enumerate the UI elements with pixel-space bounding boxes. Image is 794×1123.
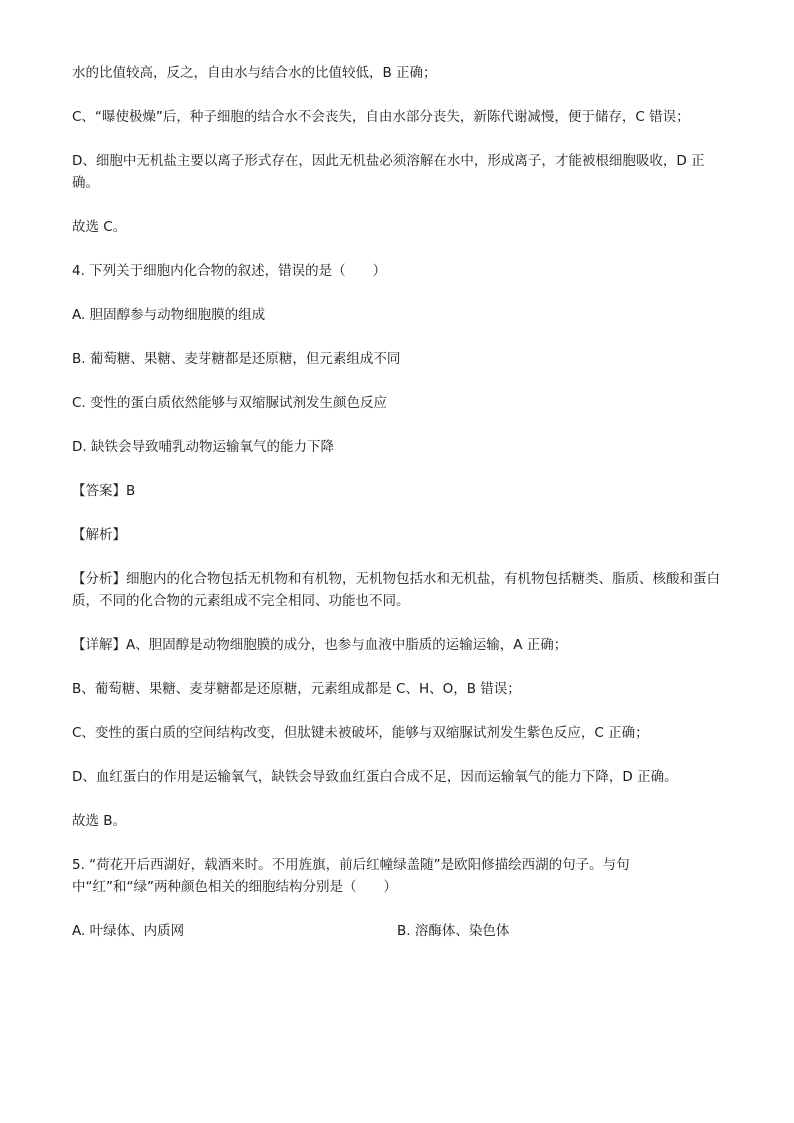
paragraph-d-correct: D、细胞中无机盐主要以离子形式存在，因此无机盐必须溶解在水中，形成离子，才能被根细胞吸收，D 正确。 — [72, 153, 705, 191]
question-5-option-b: B. 溶酶体、染色体 — [397, 923, 510, 939]
analysis-label: 【解析】 — [72, 527, 126, 543]
detail-a: 【详解】A、胆固醇是动物细胞膜的成分，也参与血液中脂质的运输运输，A 正确； — [72, 637, 568, 653]
question-4-option-a: A. 胆固醇参与动物细胞膜的组成 — [72, 307, 266, 323]
detail-b: B、葡萄糖、果糖、麦芽糖都是还原糖，元素组成都是 C、H、O，B 错误； — [72, 681, 521, 697]
question-4-option-c: C. 变性的蛋白质依然能够与双缩脲试剂发生颜色反应 — [72, 395, 388, 411]
question-5-options — [72, 920, 722, 942]
document-page — [72, 62, 722, 942]
detail-d: D、血红蛋白的作用是运输氧气，缺铁会导致血红蛋白合成不足，因而运输氧气的能力下降，D 正确。 — [72, 769, 678, 785]
answer-choice-c: 故选 C。 — [72, 219, 127, 235]
question-5-stem: 5. “荷花开后西湖好，载酒来时。不用旌旗，前后红幢绿盖随”是欧阳修描绘西湖的句子。与句中“红”和“绿”两种颜色相关的细胞结构分别是（ ） — [72, 857, 630, 895]
paragraph-b-correct: 水的比值较高，反之，自由水与结合水的比值较低，B 正确； — [72, 65, 437, 81]
answer-choice-b: 故选 B。 — [72, 813, 127, 829]
detail-c: C、变性的蛋白质的空间结构改变，但肽键未被破坏，能够与双缩脲试剂发生紫色反应，C 正确； — [72, 725, 649, 741]
paragraph-c-wrong: C、“曝使极燥”后，种子细胞的结合水不会丧失，自由水部分丧失，新陈代谢减慢，便于储存，C 错误； — [72, 109, 690, 125]
question-4-option-d: D. 缺铁会导致哺乳动物运输氧气的能力下降 — [72, 439, 334, 455]
question-5-option-a: A. 叶绿体、内质网 — [72, 923, 185, 939]
answer-label: 【答案】B — [72, 483, 136, 499]
analysis-summary: 【分析】细胞内的化合物包括无机物和有机物，无机物包括水和无机盐，有机物包括糖类、脂质、核酸和蛋白质，不同的化合物的元素组成不完全相同、功能也不同。 — [72, 571, 720, 609]
question-4-option-b: B. 葡萄糖、果糖、麦芽糖都是还原糖，但元素组成不同 — [72, 351, 401, 367]
question-4-stem: 4. 下列关于细胞内化合物的叙述，错误的是（ ） — [72, 263, 387, 279]
